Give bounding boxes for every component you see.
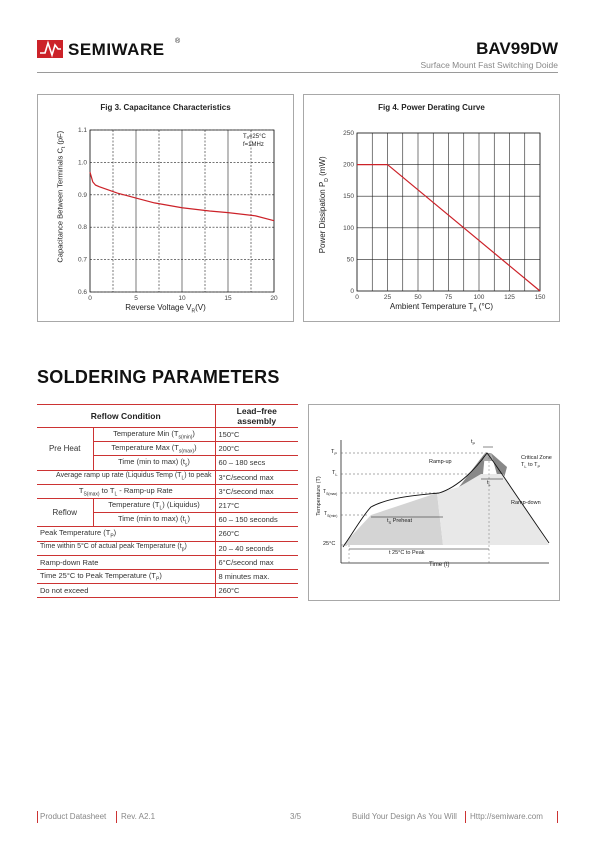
critical-zone-label: Critical Zone $T_L$ to $T_P$ (521, 455, 552, 470)
tsmax-label: $T_{S(max)}$ (323, 489, 338, 496)
reflow-profile-diagram (308, 404, 560, 601)
row-label: Average ramp up rate (Liquidus Temp $(T_L)$ to peak (37, 470, 215, 484)
fig4-plot (304, 95, 559, 321)
tp-time-label: $t_P$ (471, 439, 476, 447)
fig3-ylabel: Capacitance Between Terminals $C_t$ (pF) (55, 130, 67, 263)
table-row (37, 541, 298, 555)
footer-separator (465, 811, 466, 823)
liquidus-zone (437, 474, 549, 545)
y-tick-label: 50 (346, 256, 354, 264)
row-value: 60 – 180 secs (215, 456, 298, 470)
reflow-group: Reflow (37, 498, 93, 526)
part-number: BAV99DW (476, 39, 558, 58)
x-tick-label: 150 (534, 294, 546, 301)
row-label: Peak Temperature $(T_P)$ (37, 527, 215, 541)
semiware-logo-icon (37, 38, 67, 60)
row-label: Time within 5°C of actual peak Temperature $(t_p)$ (37, 541, 215, 555)
x-tick-label: 25 (383, 294, 392, 301)
x-tick-label: 15 (224, 295, 232, 302)
y-tick-label: 1.0 (77, 159, 87, 167)
t25peak-label: t 25°C to Peak (389, 550, 425, 556)
table-row (37, 584, 298, 598)
row-label: Temperature Max $(T_{s(max)})$ (93, 442, 215, 456)
x-tick-label: 125 (504, 294, 515, 301)
x-tick-label: 75 (444, 294, 453, 301)
row-label: $T_{S(max)}$ to $T_L$ - Ramp-up Rate (37, 484, 215, 498)
fig3-annotation: Tₐ=25°C f=1MHz (243, 134, 266, 148)
profile-xlabel: Time (t) (429, 562, 450, 568)
x-tick-label: 5 (134, 295, 138, 302)
row-value: 150°C (215, 428, 298, 442)
soldering-table (37, 404, 298, 598)
tl-label: $T_L$ (332, 470, 338, 478)
y-tick-label: 250 (343, 130, 354, 137)
row-label: Temperature $(T_L)$ (Liquidus) (93, 498, 215, 512)
footer-doc-type: Product Datasheet (40, 812, 107, 821)
y-tick-label: 150 (343, 193, 354, 201)
fig4-title: Fig 4. Power Derating Curve (378, 103, 485, 112)
rampup-label: Ramp-up (429, 459, 452, 465)
footer-separator (116, 811, 117, 823)
x-tick-label: 100 (473, 294, 485, 301)
row-label: Time (min to max) $(t_L)$ (93, 513, 215, 527)
table-row (37, 428, 298, 442)
row-value: 6°C/second max (215, 555, 298, 569)
y-tick-label: 0.7 (77, 256, 87, 264)
row-label: Do not exceed (37, 584, 215, 598)
row-value: 217°C (215, 498, 298, 512)
footer-right-bar (557, 811, 558, 823)
row-value: 3°C/second max (215, 484, 298, 498)
row-value: 200°C (215, 442, 298, 456)
fig3-title: Fig 3. Capacitance Characteristics (100, 103, 231, 112)
row-value: 8 minutes max. (215, 569, 298, 583)
fig4-ylabel: Power Dissipation $P_D$ (mW) (318, 156, 330, 254)
y-tick-label: 1.1 (77, 127, 87, 134)
brand-logo (37, 38, 187, 60)
tp-label: $T_P$ (331, 449, 338, 457)
y-tick-label: 200 (343, 161, 354, 169)
x-tick-label: 0 (355, 294, 359, 301)
registered-mark: ® (175, 38, 181, 45)
x-tick-label: 50 (414, 294, 422, 301)
footer-slogan: Build Your Design As You Will (352, 812, 457, 821)
fig3-chart (37, 94, 294, 322)
fig3-plot (38, 95, 293, 321)
t25-label: 25°C (323, 541, 336, 547)
table-row (37, 569, 298, 583)
row-value: 3°C/second max (215, 470, 298, 484)
col-reflow-condition: Reflow Condition (37, 405, 215, 428)
brand-name: SEMIWARE (68, 40, 165, 59)
row-label: Temperature Min $(T_{s(min)})$ (93, 428, 215, 442)
y-tick-label: 0.8 (77, 224, 87, 232)
x-tick-label: 10 (178, 295, 186, 302)
table-row (37, 470, 298, 484)
x-tick-label: 0 (88, 295, 92, 302)
table-header-row (37, 405, 298, 428)
row-label: Time 25°C to Peak Temperature $(T_P)$ (37, 569, 215, 583)
part-description: Surface Mount Fast Switching Doide (420, 60, 558, 70)
table-row (37, 555, 298, 569)
footer-page-number: 3/5 (290, 812, 302, 821)
y-tick-label: 100 (343, 224, 354, 232)
footer-revision: Rev. A2.1 (121, 812, 156, 821)
header-divider (37, 72, 558, 73)
profile-ylabel: Temperature (T) (316, 476, 322, 516)
preheat-group: Pre Heat (37, 428, 93, 471)
footer-left-bar (37, 811, 38, 823)
y-tick-label: 0.6 (77, 289, 87, 296)
footer-url[interactable]: Http://semiware.com (470, 812, 543, 821)
y-tick-label: 0 (350, 288, 354, 295)
row-value: 20 – 40 seconds (215, 541, 298, 555)
fig4-chart (303, 94, 560, 322)
row-label: Time (min to max) $(t_s)$ (93, 456, 215, 470)
section-title-soldering: SOLDERING PARAMETERS (37, 367, 280, 387)
table-row (37, 527, 298, 541)
preheat-label: $t_S$ Preheat (387, 518, 412, 526)
row-value: 260°C (215, 584, 298, 598)
col-lead-free: Lead–free assembly (215, 405, 298, 428)
table-row (37, 484, 298, 498)
row-value: 60 – 150 seconds (215, 513, 298, 527)
fig4-xlabel: Ambient Temperature $T_A$ (°C) (389, 302, 494, 314)
x-tick-label: 20 (270, 295, 278, 302)
rampdown-label: Ramp-down (511, 500, 541, 506)
row-label: Ramp-down Rate (37, 555, 215, 569)
tsmin-label: $T_{S(min)}$ (324, 511, 338, 518)
y-tick-label: 0.9 (77, 191, 87, 199)
tl-time-label: $t_L$ (487, 480, 491, 488)
row-value: 260°C (215, 527, 298, 541)
fig3-xlabel: Reverse Voltage $V_R(V)$ (125, 303, 206, 315)
table-row (37, 498, 298, 512)
